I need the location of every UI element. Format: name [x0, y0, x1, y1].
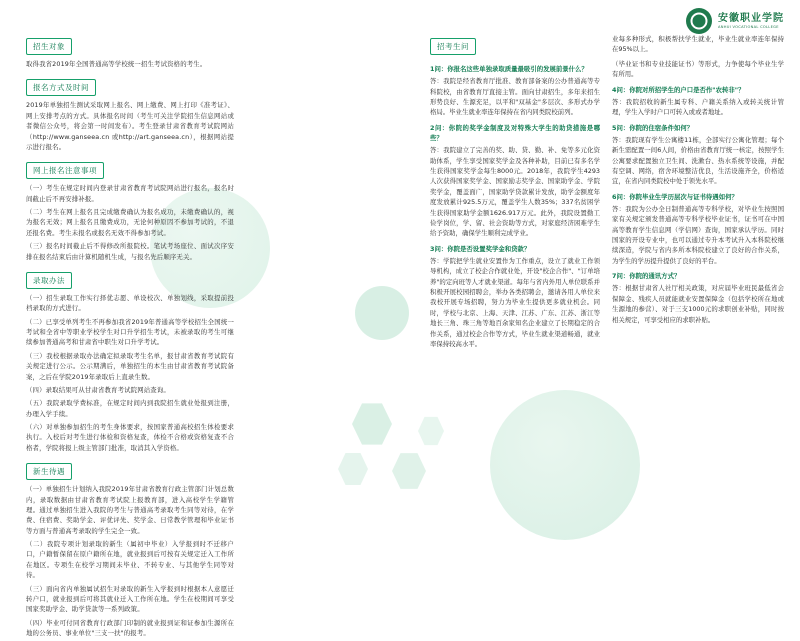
qa-answer: 答：我院招收的新生属专科、户籍关系纳入或转关统计管理，学生入学时户口可转入或或者地址。 — [612, 97, 784, 117]
paragraph: 2019年单独招生测试采取网上报名、网上缴费、网上打印《准考证》、网上安排考点的方式。具体报名时间（考生可关注学院招生信息网站或者微信公众号，将会第一时间发布）。考生登录甘肃省教育考试院网站（http://www.ganseea.cn 或http://art.ganseea.cn），根据网站提示进行报名。 — [26, 101, 234, 151]
paragraph: （三）报名时间截止后不得修改所报院校。笔试考场座位、面试次序安排在报名结束后由计算机随机生成，与报名先后顺序无关。 — [26, 242, 234, 261]
paragraph: （五）我院录取学费标准，在规定时间内到我院招生就业处报到注册，办理入学手续。 — [26, 399, 234, 418]
logo-text — [718, 13, 784, 29]
qa-question: 3问：你院是否设置奖学金和贷款？ — [430, 244, 531, 253]
qa-question: 2问：你院的奖学金制度及对特殊大学生的助贷措施是哪些？ — [430, 123, 600, 142]
logo-name-en: ANHUI VOCATIONAL COLLEGE — [718, 24, 779, 29]
decorative-blob — [490, 390, 640, 540]
paragraph: （六）对单独参加招生的考生身体要求，按国家普通高校招生体检要求执行。入校后对考生进行体检和资格复查，体检不合格或资格复查不合格者，学院将报上级主管部门批准，取消其入学资格。 — [26, 423, 234, 452]
section-heading: 新生待遇 — [26, 463, 72, 480]
paragraph: （三）我校根据录取办法确定拟录取考生名单，报甘肃省教育考试院有关规定进行公示。公示期满后，单独招生的本生由甘肃省教育考试院备案，之后在学院2019年录取后上直录生数。 — [26, 351, 234, 381]
continued-text: 业每多种形式，积极帮扶学生就业，毕业生就业率连年保持在95%以上。 — [612, 35, 784, 54]
decorative-hexagon — [352, 402, 392, 446]
decorative-hexagon — [418, 416, 444, 446]
paragraph: （四）毕业可付同省教育行政部门印制的就业报到证和证参加生源所在地的公务员、事业单位"三支一扶"的报考。 — [26, 618, 234, 637]
section-heading: 网上报名注意事项 — [26, 162, 104, 179]
qa-question: 7问：你院的通讯方式？ — [612, 272, 681, 281]
qa-question: 4问：你院对所招学生的户口是否作"农转非"？ — [612, 85, 745, 94]
paragraph: （四）录取结果可从甘肃省教育考试院网站查询。 — [26, 385, 170, 394]
qa-answer: 答：根据甘肃省人社厅相关政策，对应届毕业班民最低省会保障金、残疾人员就能就业安置保障金（包括学校所在地或生源地的参营）、对于三支1000元的求职创业补贴，同时按相关规定，可享受相应的求职补贴。 — [612, 284, 784, 324]
paragraph: （一）招生录取工作实行择优志愿、单设校次、单独划线，采取提前投档录取的方式进行。 — [26, 293, 234, 313]
qa-answer: 答：我院为公办全日制普通高等专科学校，对毕业生按照国家有关规定颁发普通高等专科学校毕业证书，证书可在中国高等教育学生信息网（学信网）查询，国家承认学历。同时国家的开设专业中，也可以通过专升本考试升入本科院校继续深造，学院与省内多所本科院校建立了良好的合作关系，为学生的学历提升提供了良好的平台。 — [612, 204, 784, 265]
paragraph: （二）我院专项计划录取的新生（属初中毕业）入学报到时不迁移户口，户籍暂保留在原户籍所在地，就业报到后可按有关规定迁入工作所在地区。专项生在校学习期间未毕业、不转专业、与其他学生同等对待。 — [26, 540, 234, 580]
decorative-hexagon — [338, 452, 368, 486]
qa-answer: 答：我院是经省教育厅批准、教育部备案的公办普通高等专科院校，由省教育厅直接主管。面向甘肃招生，多年来招生形势良好、生源充足，以平和"双基金"多层次、多形式办学格局。毕业生就业率连年保持在省内同类院校前列。 — [430, 77, 600, 117]
paragraph: （三）面向省内单独属试招生对录取的新生入学报到时根据本人意愿迁转户口，就业报到后可将其就业迁入工作所在地。学生在校期间可享受国家奖助学金、助学贷款等一系列政策。 — [26, 584, 234, 614]
continued-text: （毕业证书和专业技能证书）等形式，力争使每个毕业生学有所用。 — [612, 59, 784, 79]
logo-emblem-icon — [686, 8, 712, 34]
paragraph: （二）已享受单列考生不再参加我省2019年普通高等学校招生全国统一考试和全省中等职业学校学生对口升学招生考试，未被录取的考生可继续参加普通高考和甘肃省中职生对口升学考试。 — [26, 317, 234, 347]
decorative-blob — [355, 286, 409, 340]
college-logo — [686, 8, 784, 34]
section-heading: 招考生问 — [430, 38, 476, 55]
qa-question: 5问：你院的住宿条件如何？ — [612, 123, 694, 132]
qa-answer: 答：我院建立了完善的奖、助、贷、勤、补、免等多元化资助体系，学生享受国家奖学金及各种补助，目前已有多名学生获得国家奖学金每生8000元。2018年，我院学生4293人次获得国家奖学金、国家励志奖学金、国家助学金、学院奖学金，覆盖面广，国家助学贷款累计发放，助学金额度年度发放累计925.5万元，覆盖学生人数35%；337名贫困学生获得国家助学金额1626.917万元。此外，我院设置勤工俭学岗位，学、留、社会资助等方式，对家庭经济困难学生给予资助，确保学生顺利完成学业。 — [430, 146, 600, 238]
section-heading: 录取办法 — [26, 272, 72, 289]
qa-question: 6问：你院毕业生学历层次与证书待遇如何？ — [612, 192, 738, 201]
qa-answer: 答：学院把学生就业安置作为工作重点，设立了就业工作领导机构，成立了校企合作就业处，开设"校企合作"、"订单培养"的定向班等人才就业渠道。每年与省内外用人单位联系并积极开展校园招聘会，举办各类招聘会，邀请各用人单位来我校开展专场招聘，努力为毕业生提供更多就业机会。同时，学校与北京、上海、天津、江苏、广东、江苏、浙江等地长三角、珠三角等地百余家知名企业建立了长期稳定的合作关系，通过校企合作等方式，毕业生就业渠道畅通，就业率保持较高水平。 — [430, 256, 600, 348]
logo-name-cn: 安徽职业学院 — [718, 13, 784, 25]
decorative-hexagon — [392, 452, 426, 490]
paragraph: （一）考生在规定时间内登录甘肃省教育考试院网站进行报名，报名时间截止后不再安排补报。 — [26, 184, 234, 203]
column-qa-left — [430, 34, 600, 352]
qa-answer: 答：我院现有学生公寓楼11栋，全部实行公寓化管理；每个新生需配置一间6人间，价格由省教育厅统一核定，按照学生公寓要求配置独立卫生间、洗漱台、热水系统等设施，并配有空调、网络，宿舍环境整洁优良，生活设施齐全，价格适宜，在省内同类院校中处于领先水平。 — [612, 135, 784, 186]
qa-question: 1问：你报名这些单独录取质量最吸引的发展前景什么？ — [430, 65, 588, 73]
column-qa-right — [612, 34, 784, 328]
section-heading: 招生对象 — [26, 38, 72, 55]
paragraph: （一）单独招生计划纳入我院2019年甘肃省教育行政主管部门计划总数内，录取数据由甘肃省教育考试院上报教育部，进入高校学生学籍管理。通过单独招生进入我院的考生与普通高考录取考生同等对待，在学费、住宿费、奖助学金、评优评先、奖学金、日常教学管理和毕业证书等方面与普通高考录取的学生完全一致。 — [26, 485, 234, 535]
paragraph: 取得我省2019年全国普通高等学校统一招生考试资格的考生。 — [26, 60, 207, 68]
paragraph: （二）考生在网上报名且完成缴费确认为报名成功，未缴费确认的，视为报名无效；网上报名且缴费成功，无论何种原因不参加考试的，不退还报名费。考生未报名或报名无效不得参加考试。 — [26, 208, 234, 237]
column-left — [26, 34, 234, 641]
section-heading: 报名方式及时间 — [26, 79, 96, 96]
